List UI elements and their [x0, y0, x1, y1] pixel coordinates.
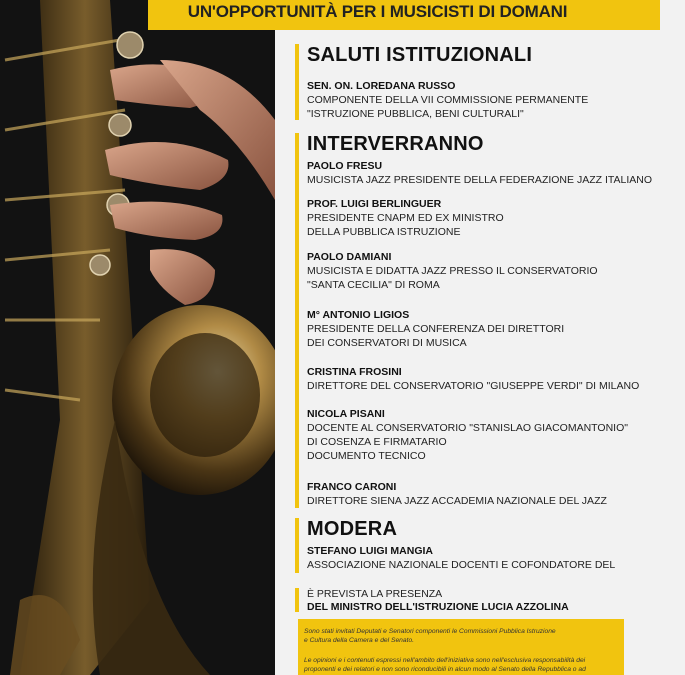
speaker-desc: DOCUMENTO TECNICO — [307, 450, 426, 462]
saluti-desc-2: "ISTRUZIONE PUBBLICA, BENI CULTURALI" — [307, 108, 524, 120]
footer-line: e Cultura della Camera e del Senato. — [304, 637, 415, 644]
speaker-desc: DIRETTORE DEL CONSERVATORIO "GIUSEPPE VERDI" DI MILANO — [307, 380, 640, 392]
moderator-desc: ASSOCIAZIONE NAZIONALE DOCENTI E COFONDATORE DEL — [307, 559, 616, 571]
speaker-name: CRISTINA FROSINI — [307, 366, 402, 378]
footer-line: Le opinioni e i contenuti espressi nell'ambito dell'iniziativa sono nell'esclusiva responsabilità dei — [304, 657, 586, 664]
heading-saluti: SALUTI ISTITUZIONALI — [307, 44, 533, 66]
presenza-line-1: È PREVISTA LA PRESENZA — [307, 588, 443, 600]
accent-bar-interverranno — [295, 133, 299, 508]
speaker-name: M° ANTONIO LIGIOS — [307, 309, 410, 321]
speaker-desc: PRESIDENTE CNAPM ED EX MINISTRO — [307, 212, 504, 224]
speaker-desc: DEI CONSERVATORI DI MUSICA — [307, 337, 467, 349]
accent-bar-presenza — [295, 588, 299, 612]
speaker-name: PAOLO FRESU — [307, 160, 383, 172]
heading-interverranno: INTERVERRANNO — [307, 133, 484, 155]
speaker-desc: PRESIDENTE DELLA CONFERENZA DEI DIRETTORI — [307, 323, 565, 335]
footer-line: proponenti e dei relatori e non sono riconducibili in alcun modo al Senato della Repubblica o ad — [304, 666, 586, 673]
accent-bar-saluti — [295, 44, 299, 120]
footer-line: Sono stati invitati Deputati e Senatori componenti le Commissioni Pubblica Istruzione — [304, 628, 556, 635]
speaker-desc: MUSICISTA E DIDATTA JAZZ PRESSO IL CONSERVATORIO — [307, 265, 598, 277]
speaker-desc: "SANTA CECILIA" DI ROMA — [307, 279, 440, 291]
speaker-desc: DELLA PUBBLICA ISTRUZIONE — [307, 226, 461, 238]
accent-bar-modera — [295, 518, 299, 573]
speaker-desc: DI COSENZA E FIRMATARIO — [307, 436, 447, 448]
speaker-name: PROF. LUIGI BERLINGUER — [307, 198, 442, 210]
heading-modera: MODERA — [307, 518, 398, 540]
speaker-desc: DIRETTORE SIENA JAZZ ACCADEMIA NAZIONALE DEL JAZZ — [307, 495, 607, 507]
banner-title: UN'OPPORTUNITÀ PER I MUSICISTI DI DOMANI — [187, 2, 568, 21]
saluti-desc-1: COMPONENTE DELLA VII COMMISSIONE PERMANENTE — [307, 94, 589, 106]
speaker-name: NICOLA PISANI — [307, 408, 385, 420]
speaker-name: PAOLO DAMIANI — [307, 251, 392, 263]
presenza-line-2: DEL MINISTRO DELL'ISTRUZIONE LUCIA AZZOLINA — [307, 601, 569, 613]
speaker-desc: DOCENTE AL CONSERVATORIO "STANISLAO GIACOMANTONIO" — [307, 422, 628, 434]
saxophone-photo — [0, 0, 275, 675]
moderator-name: STEFANO LUIGI MANGIA — [307, 545, 433, 557]
speaker-desc: MUSICISTA JAZZ PRESIDENTE DELLA FEDERAZIONE JAZZ ITALIANO — [307, 174, 653, 186]
speaker-name: FRANCO CARONI — [307, 481, 397, 493]
saluti-name: SEN. ON. LOREDANA RUSSO — [307, 80, 456, 92]
